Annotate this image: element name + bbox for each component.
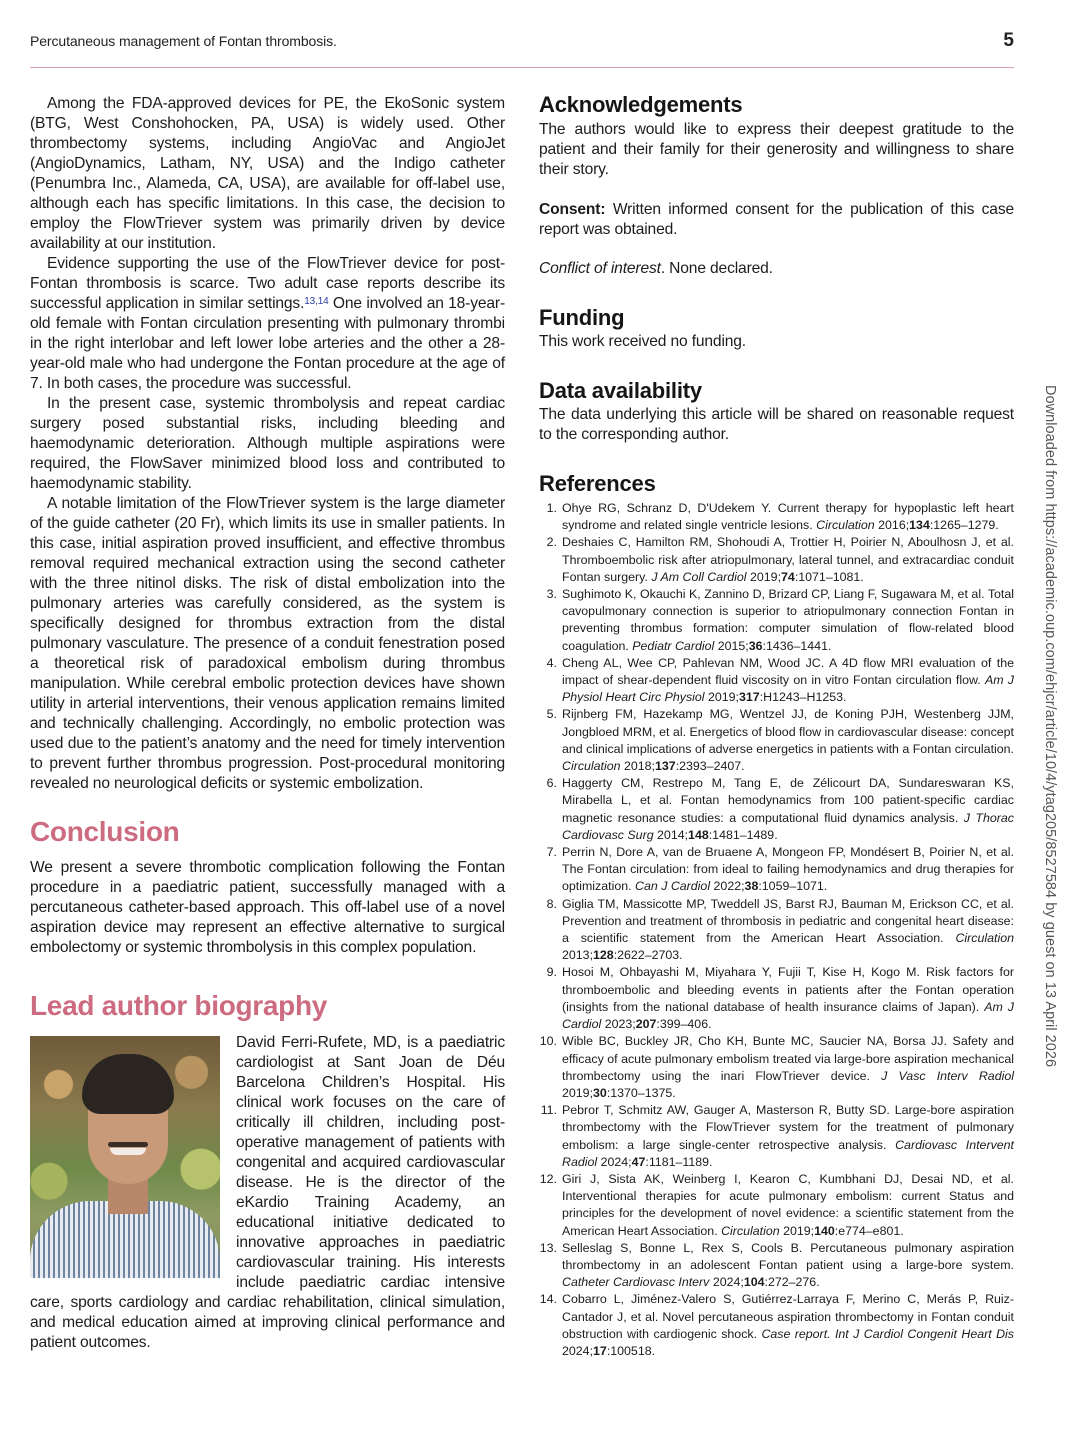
left-column xyxy=(30,94,505,1353)
reference-text xyxy=(562,586,1014,655)
consent-statement xyxy=(539,200,1014,240)
reference-item xyxy=(539,500,1014,534)
reference-authors-title: Cobarro L, Jiménez-Valero S, Gutiérrez-Larraya F, Merino C, Merás P, Ruiz-Cantador J, et al. Novel percutaneous aspiration thrombectomy in Fontan conduit obstruction with cardiogenic shock. xyxy=(562,1292,1014,1341)
reference-journal: Can J Cardiol xyxy=(635,879,711,894)
reference-authors-title: Rijnberg FM, Hazekamp MG, Wentzel JJ, de Koning PJH, Westenberg JJM, Jongbloed MRM, et al. Energetics of blood flow in cardiovascular disease: concept and clinical implications of adverse energetics in patients with a Fontan circulation. xyxy=(562,707,1014,756)
reference-journal: Catheter Cardiovasc Interv xyxy=(562,1275,710,1290)
reference-volume: 317 xyxy=(739,690,760,705)
reference-pages: :100518. xyxy=(606,1343,656,1358)
conflict-text: . None declared. xyxy=(660,260,773,277)
reference-volume: 128 xyxy=(593,948,614,963)
reference-authors-title: Deshaies C, Hamilton RM, Shohoudi A, Trottier H, Poirier N, Aboulhosn J, et al. Thromboembolic risk after atriopulmonary, lateral tunnel, and extracardiac conduit Fontan surgery. xyxy=(562,535,1014,584)
reference-pages: :2393–2407. xyxy=(675,759,745,774)
reference-text xyxy=(562,1033,1014,1102)
reference-journal: Am J Physiol Heart Circ Physiol xyxy=(562,673,1014,705)
reference-year: 2018; xyxy=(620,759,655,774)
reference-volume: 140 xyxy=(814,1223,835,1238)
reference-pages: :1059–1071. xyxy=(758,879,828,894)
reference-item xyxy=(539,655,1014,707)
reference-number: 6. xyxy=(546,776,557,791)
reference-year: 2024; xyxy=(709,1275,744,1290)
reference-volume: 207 xyxy=(635,1017,657,1032)
reference-text xyxy=(562,775,1014,844)
reference-text xyxy=(562,1291,1014,1360)
paragraph-devices: Among the FDA-approved devices for PE, the EkoSonic system (BTG, West Conshohocken, PA, USA) is widely used. Other thrombectomy systems, including AngioVac and AngioJet (AngioDynamics, Latham, NY, USA) and the Indigo catheter (Penumbra Inc., Alameda, CA, USA), are available for off-label use, although each has specific limitations. In this case, the decision to employ the FlowTriever system was primarily driven by device availability at our institution. xyxy=(30,95,505,252)
reference-authors-title: Haggerty CM, Restrepo M, Tang E, de Zélicourt DA, Sundareswaran KS, Mirabella L, et al. Fontan hemodynamics from 100 patient-specific cardiac magnetic resonance studies: a computational fluid dynamics analysis. xyxy=(562,776,1014,825)
reference-pages: :1265–1279. xyxy=(929,518,999,533)
reference-journal: J Vasc Interv Radiol xyxy=(881,1068,1014,1083)
reference-year: 2014; xyxy=(653,827,689,842)
reference-item xyxy=(539,775,1014,844)
reference-authors-title: Cheng AL, Wee CP, Pahlevan NM, Wood JC. A 4D flow MRI evaluation of the impact of shear-dependent fluid viscosity on in vitro Fontan circulation flow. xyxy=(562,655,1014,688)
paragraph-evidence-cont: One involved an 18-year-old female with Fontan circulation presenting with pulmonary thrombi in the right interlobar and left lower lobe arteries and the other a 28-year-old male who had undergone the Fontan procedure at the age of 7. In both cases, the procedure was successful. xyxy=(30,295,505,392)
reference-year: 2019; xyxy=(746,569,782,584)
reference-year: 2013; xyxy=(562,948,594,963)
reference-pages: :1181–1189. xyxy=(645,1154,713,1169)
reference-year: 2023; xyxy=(601,1017,636,1032)
reference-text xyxy=(562,1171,1014,1240)
page-number: 5 xyxy=(1003,30,1014,51)
reference-volume: 104 xyxy=(743,1275,765,1290)
reference-number: 4. xyxy=(546,655,557,670)
reference-journal: Case report. Int J Cardiol Congenit Heart Dis xyxy=(761,1326,1014,1341)
reference-authors-title: Giri J, Sista AK, Weinberg I, Kearon C, Kumbhani DJ, Desai ND, et al. Interventional therapies for acute pulmonary embolism: current Status and principles for the development of novel evidence: a scientific statement from the American Heart Association. xyxy=(562,1171,1014,1238)
header-divider xyxy=(30,67,1014,68)
reference-journal: J Thorac Cardiovasc Surg xyxy=(562,810,1014,842)
reference-pages: :272–276. xyxy=(764,1275,820,1290)
reference-item xyxy=(539,844,1014,896)
reference-pages: :1436–1441. xyxy=(762,638,832,653)
reference-year: 2019; xyxy=(562,1085,594,1100)
reference-pages: :2622–2703. xyxy=(613,948,683,963)
paragraph-evidence-text: Evidence supporting the use of the FlowTriever device for post-Fontan thrombosis is scarce. Two adult case reports describe its successful application in similar settings. xyxy=(30,255,505,312)
conflict-label: Conflict of interest xyxy=(539,260,661,277)
reference-number: 7. xyxy=(546,845,557,860)
reference-authors-title: Perrin N, Dore A, van de Bruaene A, Mongeon FP, Mondésert B, Poirier N, et al. The Fontan circulation: from ideal to failing hemodynamics and drug therapies for optimization. xyxy=(562,845,1014,894)
author-photo xyxy=(30,1036,220,1278)
reference-item xyxy=(539,586,1014,655)
reference-year: 2024; xyxy=(562,1343,594,1358)
funding-heading: Funding xyxy=(539,305,625,330)
reference-item xyxy=(539,1102,1014,1171)
reference-pages: :1370–1375. xyxy=(606,1085,676,1100)
running-header xyxy=(30,30,1014,53)
reference-volume: 137 xyxy=(655,759,676,774)
reference-number: 5. xyxy=(546,707,557,722)
running-title: Percutaneous management of Fontan thrombosis. xyxy=(30,33,337,49)
reference-journal: J Am Coll Cardiol xyxy=(651,569,747,584)
reference-pages: :1071–1081. xyxy=(794,569,864,584)
reference-item xyxy=(539,1291,1014,1360)
acknowledgements-text: The authors would like to express their deepest gratitude to the patient and their family for their generosity and willingness to share their story. xyxy=(539,121,1014,178)
acknowledgements-heading: Acknowledgements xyxy=(539,92,743,117)
reference-text xyxy=(562,1240,1014,1292)
references-heading: References xyxy=(539,471,656,496)
reference-pages: :H1243–H1253. xyxy=(759,690,847,705)
reference-volume: 17 xyxy=(593,1343,607,1358)
reference-item xyxy=(539,896,1014,965)
reference-text xyxy=(562,500,1014,534)
reference-text xyxy=(562,706,1014,775)
reference-authors-title: Wible BC, Buckley JR, Cho KH, Bunte MC, Saucier NA, Borsa JJ. Safety and efficacy of acute pulmonary embolism treated via large-bore aspiration mechanical thrombectomy using the inari FlowTriever device. xyxy=(562,1034,1014,1083)
biography-text: David Ferri-Rufete, MD, is a paediatric cardiologist at Sant Joan de Déu Barcelona Children’s Hospital. His clinical work focuses on the care of critically ill children, including post-operative management of patients with congenital and acquired cardiovascular disease. He is the director of the eKardio Training Academy, an educational initiative dedicated to innovative approaches in paediatric cardiovascular training. His interests include paediatric cardiac intensive care, sports cardiology and cardiac rehabilitation, clinical simulation, and medical education aimed at improving clinical performance and patient outcomes. xyxy=(30,1034,505,1351)
consent-label: Consent: xyxy=(539,201,606,218)
reference-pages: :399–406. xyxy=(656,1017,712,1032)
reference-journal: Circulation xyxy=(955,931,1014,946)
paragraph-limitation: A notable limitation of the FlowTriever system is the large diameter of the guide catheter (20 Fr), which limits its use in smaller patients. In this case, initial aspiration proved insufficient, and effective thrombus removal required mechanical extraction using the second catheter with the three nitinol disks. The risk of distal embolization into the pulmonary arteries was carefully considered, as the system is specifically designed for thrombus extraction from the distal pulmonary vasculature. The presence of a conduit fenestration posed a theoretical risk of paradoxical embolism during thrombus manipulation. While cerebral embolic protection devices have shown utility in arterial interventions, their venous application remains limited and technically challenging. Accordingly, no embolic protection was used due to the patient’s anatomy and the need for timely intervention to prevent further thrombus progression. Post-procedural monitoring revealed no neurological deficits or systemic embolization. xyxy=(30,495,505,792)
reference-volume: 134 xyxy=(909,518,930,533)
reference-text xyxy=(562,964,1014,1033)
reference-authors-title: Ohye RG, Schranz D, D'Udekem Y. Current therapy for hypoplastic left heart syndrome and related single ventricle lesions. xyxy=(562,501,1014,533)
reference-volume: 47 xyxy=(631,1154,646,1169)
reference-journal: Circulation xyxy=(721,1223,780,1238)
reference-journal: Cardiovasc Intervent Radiol xyxy=(562,1137,1014,1169)
conclusion-text: We present a severe thrombotic complication following the Fontan procedure in a paediatric patient, successfully managed with a percutaneous catheter-based approach. This off-label use of a novel aspiration device may represent an effective alternative to surgical embolectomy or systemic thrombolysis in this complex population. xyxy=(30,859,505,956)
reference-volume: 74 xyxy=(781,569,795,584)
reference-authors-title: Giglia TM, Massicotte MP, Tweddell JS, Barst RJ, Bauman M, Erickson CC, et al. Prevention and treatment of thrombosis in pediatric and congenital heart disease: a scientific statement from the American Heart Association. xyxy=(562,896,1014,946)
reference-pages: :e774–e801. xyxy=(834,1223,904,1238)
reference-text xyxy=(562,1102,1014,1171)
reference-journal: Pediatr Cardiol xyxy=(632,638,715,653)
reference-volume: 36 xyxy=(748,638,763,653)
reference-authors-title: Pebror T, Schmitz AW, Gauger A, Masterson R, Butty SD. Large-bore aspiration thrombectomy with the FlowTriever system for the treatment of pulmonary embolism: a large single-center retrospective analysis. xyxy=(562,1103,1014,1152)
biography-heading: Lead author biography xyxy=(30,990,328,1021)
references-list xyxy=(539,500,1014,1360)
reference-number: 13. xyxy=(539,1240,557,1255)
reference-number: 14. xyxy=(539,1292,557,1307)
conclusion-heading: Conclusion xyxy=(30,816,180,847)
reference-number: 11. xyxy=(540,1103,557,1118)
reference-year: 2016; xyxy=(874,518,910,533)
reference-number: 12. xyxy=(539,1171,557,1186)
data-availability-text: The data underlying this article will be shared on reasonable request to the corresponding author. xyxy=(539,406,1014,443)
reference-journal: Circulation xyxy=(816,518,875,533)
reference-item xyxy=(539,1240,1014,1292)
reference-year: 2019; xyxy=(779,1223,815,1238)
reference-journal: Am J Cardiol xyxy=(562,999,1014,1032)
reference-authors-title: Hosoi M, Ohbayashi M, Miyahara Y, Fujii T, Kise H, Kogo M. Risk factors for thromboembolic and bleeding events in patients after the Fontan operation (insights from the national database of health insurance claims of Japan). xyxy=(562,965,1014,1014)
reference-item xyxy=(539,1033,1014,1102)
conflict-statement xyxy=(539,259,1014,279)
reference-authors-title: Selleslag S, Bonne L, Rex S, Cools B. Percutaneous pulmonary aspiration thrombectomy in an adolescent Fontan patient using a large-bore system. xyxy=(562,1240,1014,1272)
reference-number: 8. xyxy=(546,896,557,911)
reference-year: 2019; xyxy=(704,690,739,705)
reference-item xyxy=(539,1171,1014,1240)
citation-link[interactable]: 13,14 xyxy=(304,296,329,307)
download-watermark: Downloaded from https://academic.oup.com/ehjcr/article/10/4/ytag205/8527584 by guest on 13 April 2026 xyxy=(1042,385,1058,1068)
reference-text xyxy=(562,896,1014,965)
consent-text: Written informed consent for the publication of this case report was obtained. xyxy=(539,201,1014,238)
reference-text xyxy=(562,844,1014,896)
reference-number: 9. xyxy=(546,965,557,980)
reference-text xyxy=(562,534,1014,586)
reference-volume: 30 xyxy=(593,1085,607,1100)
reference-year: 2015; xyxy=(714,638,749,653)
reference-item xyxy=(539,964,1014,1033)
reference-volume: 148 xyxy=(688,827,709,842)
reference-year: 2024; xyxy=(597,1154,632,1169)
reference-item xyxy=(539,534,1014,586)
data-availability-heading: Data availability xyxy=(539,378,702,403)
reference-number: 1. xyxy=(546,501,557,515)
reference-text xyxy=(562,655,1014,707)
paragraph-present-case: In the present case, systemic thrombolysis and repeat cardiac surgery posed substantial risks, including bleeding and haemodynamic deterioration. Although multiple aspirations were required, the FlowSaver minimized blood loss and contributed to haemodynamic stability. xyxy=(30,395,505,492)
paragraph-evidence xyxy=(30,254,505,394)
reference-volume: 38 xyxy=(744,879,759,894)
reference-item xyxy=(539,706,1014,775)
reference-authors-title: Sughimoto K, Okauchi K, Zannino D, Brizard CP, Liang F, Sugawara M, et al. Total cavopulmonary connection is superior to atriopulmonary connection Fontan in preventing thrombus formation: computer simulation of flow-related blood coagulation. xyxy=(562,587,1014,653)
reference-number: 2. xyxy=(546,535,557,550)
reference-year: 2022; xyxy=(710,879,745,894)
funding-text: This work received no funding. xyxy=(539,333,746,350)
reference-pages: :1481–1489. xyxy=(708,827,778,842)
reference-journal: Circulation xyxy=(562,759,621,774)
biography xyxy=(30,1033,505,1353)
reference-number: 10. xyxy=(539,1034,557,1049)
reference-number: 3. xyxy=(546,587,557,602)
right-column xyxy=(539,92,1014,1360)
